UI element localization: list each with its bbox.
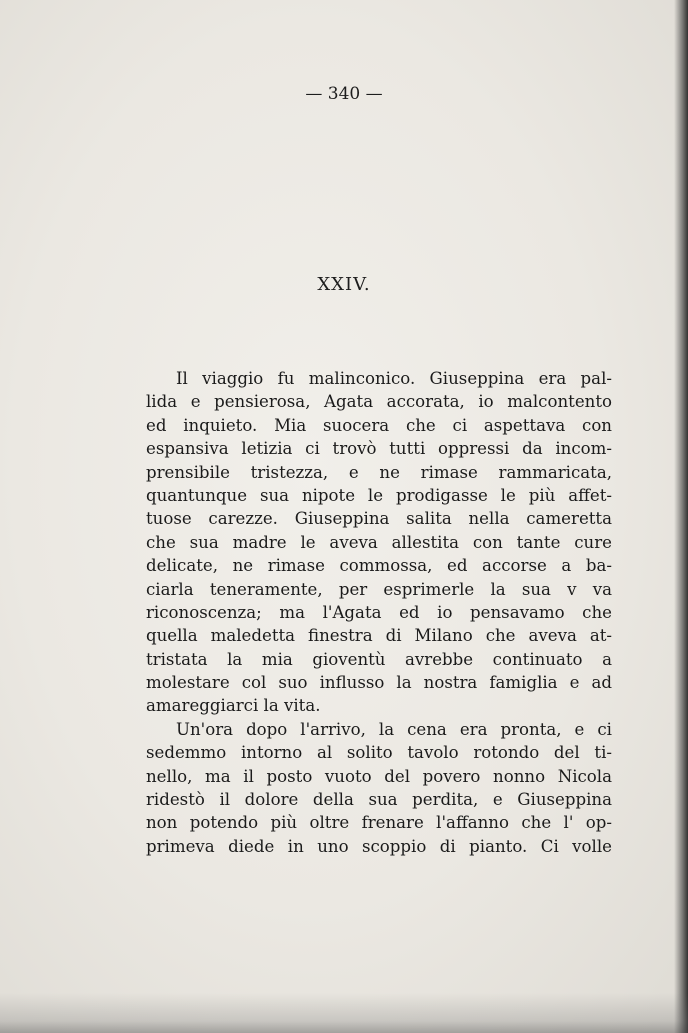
text-line: tristata la mia gioventù avrebbe continuato a (146, 649, 612, 669)
chapter-heading: XXIV. (317, 274, 371, 295)
page-shadow-right (674, 0, 688, 1033)
text-line: ed inquieto. Mia suocera che ci aspettava con (146, 415, 612, 435)
text-line: non potendo più oltre frenare l'affanno che l' op- (146, 813, 612, 833)
text-line: riconoscenza; ma l'Agata ed io pensavamo che (146, 602, 612, 622)
text-line: sedemmo intorno al solito tavolo rotondo del ti- (146, 743, 612, 763)
text-line: lida e pensierosa, Agata accorata, io malcontento (146, 392, 612, 412)
body-text (146, 367, 612, 858)
text-line: primeva diede in uno scoppio di pianto. Ci volle (146, 836, 612, 856)
text-line: nello, ma il posto vuoto del povero nonno Nicola (146, 766, 612, 786)
text-line: ciarla teneramente, per esprimerle la sua v va (146, 579, 612, 599)
text-line: amareggiarci la vita. (146, 696, 321, 716)
text-line: molestare col suo influsso la nostra famiglia e ad (146, 673, 612, 693)
text-line: prensibile tristezza, e ne rimase rammaricata, (146, 462, 612, 482)
text-line: quantunque sua nipote le prodigasse le più affet- (146, 485, 612, 505)
text-line: tuose carezze. Giuseppina salita nella cameretta (146, 509, 612, 529)
page-number: — 340 — (305, 84, 383, 104)
text-line: delicate, ne rimase commossa, ed accorse a ba- (146, 556, 612, 576)
text-line: Un'ora dopo l'arrivo, la cena era pronta, e ci (176, 719, 612, 739)
text-line: ridestò il dolore della sua perdita, e Giuseppina (146, 790, 612, 810)
text-line: quella maledetta finestra di Milano che aveva at- (146, 626, 612, 646)
text-line: espansiva letizia ci trovò tutti oppressi da incom- (146, 439, 612, 459)
text-line: che sua madre le aveva allestita con tante cure (146, 532, 612, 552)
text-line: Il viaggio fu malinconico. Giuseppina era pal- (176, 369, 612, 388)
page-shadow-bottom (0, 993, 688, 1033)
